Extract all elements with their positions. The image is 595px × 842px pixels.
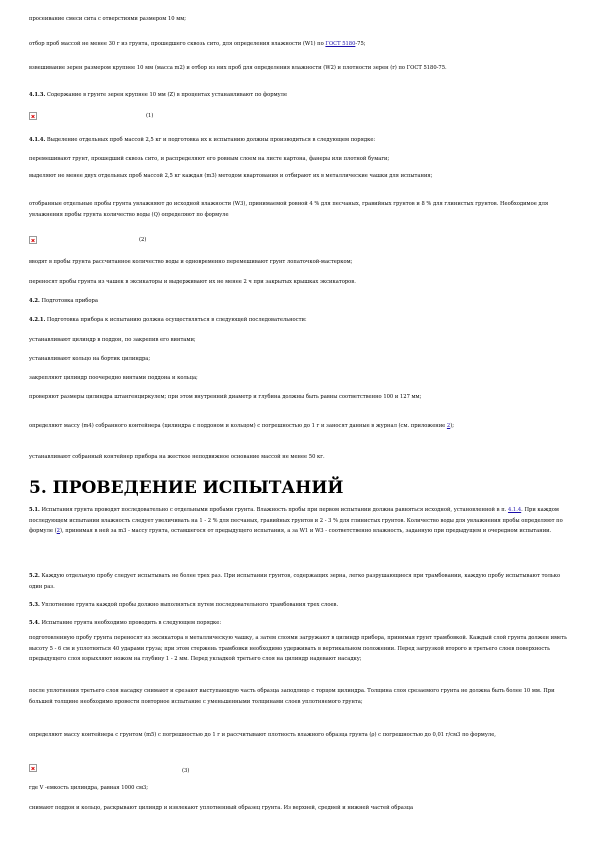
link-formula-2[interactable]: 2 (56, 528, 60, 534)
text-moisten-samples: отобранные отдельные пробы грунта увлажняют до исходной влажности (W3), принимаемой ровной 4 % для песчаных, гравийных грунтов и 8 % для глинистых грунтов. Необходимое для увлажнения пробы грунта количество воды (Q) определяют по формуле (29, 201, 549, 218)
formula-1-image-icon (29, 112, 37, 120)
text-cylinder-volume: где V -емкость цилиндра, равная 1000 см3; (29, 785, 149, 791)
text-fix-cylinder: закрепляют цилиндр поочередно винтами поддона и кольца; (29, 375, 198, 381)
clause-5-4: 5.4. Испытание грунта необходимо проводить в следующем порядке: (29, 620, 222, 626)
text-density: определяют массу контейнера с грунтом (m5) с погрешностью до 1 г и рассчитывают плотность влажного образца грунта (ρ) с погрешностью до 0,01 г/см3 по формуле, (29, 732, 496, 738)
text-mix-soil: перемешивают грунт, прошедший сквозь сито, и распределяют его ровным слоем на листе картона, фанеры или плотной бумаги; (29, 156, 390, 162)
text-weighing-grains: взвешивание зерен размером крупнее 10 мм (масса m2) и отбор из них проб для определения влажности (W2) и плотности зерен (r) по ГОСТ 5180-75. (29, 65, 447, 71)
text-container-mass: определяют массу (m4) собранного контейнера (цилиндра с поддоном и кольцом) с погрешностью до 1 г и заносят данные в журнал (см. приложение 2); (29, 423, 454, 429)
formula-3-number: (3) (182, 768, 190, 774)
clause-5-2: 5.2. Каждую отдельную пробу следует испытывать не более трех раз. При испытании грунтов, содержащих зерна, легко разрушающиеся при трамбовании, каждую пробу испытывают только один раз. (29, 573, 561, 590)
formula-3-image-icon (29, 764, 37, 772)
link-gost-5180[interactable]: ГОСТ 5180 (325, 41, 356, 47)
text-check-dimensions: проверяют размеры цилиндра штангенциркулем; при этом внутренний диаметр и глубина должны быть равны соответственно 100 и 127 мм; (29, 394, 422, 400)
text-sample-moisture: отбор проб массой не менее 30 г из грунта, прошедшего сквозь сито, для определения влажности (W1) по ГОСТ 5180-75; (29, 41, 366, 47)
text-install-ring: устанавливают кольцо на бортик цилиндра; (29, 356, 151, 362)
section-heading: 5. ПРОВЕДЕНИЕ ИСПЫТАНИЙ (29, 478, 344, 498)
link-clause-4-1-4[interactable]: 4.1.4 (507, 507, 522, 513)
text-select-samples: выделяют не менее двух отдельных проб массой 2,5 кг каждая (m3) методом квартования и отбирают их в металлические чашки для испытания; (29, 173, 433, 179)
formula-2-image-icon (29, 236, 37, 244)
link-appendix-2[interactable]: 2 (446, 423, 451, 429)
text-sieving: просеивание смеси сита с отверстиями размером 10 мм; (29, 16, 187, 22)
text-add-water: вводят в пробы грунта рассчитанное количество воды и одновременно перемешивают грунт лопаточкой-мастерком; (29, 259, 353, 265)
clause-4-1-4: 4.1.4. Выделение отдельных проб массой 2,5 кг и подготовка их к испытанию должны производиться в следующем порядке: (29, 137, 376, 143)
text-load-layers: подготовленную пробу грунта переносят из эксикатора в металлическую чашку, а затем слоями загружают в цилиндр прибора, принимая грунт трамбовкой. Каждый слой грунта должен иметь высоту 5 - 6 см и уплотняться 40 ударами груза; при этом стержень трамбовки необходимо удерживать в вертикальном положении. Перед загрузкой второго и третьего слоев поверхность предыдущего слоя взрыхляют ножом на глубину 1 - 2 мм. Перед укладкой третьего слоя на цилиндр надевают насадку; (29, 635, 567, 662)
clause-4-1-3: 4.1.3. Содержание в грунте зерен крупнее 10 мм (Z) в процентах устанавливают по формуле (29, 92, 288, 98)
text-remove-extension: после уплотнения третьего слоя насадку снимают и срезают выступающую часть образца заподлицо с торцом цилиндра. Толщина слоя срезаемого грунта не должна быть более 10 мм. При большей толщине необходимо провести повторное испытание с уменьшенными толщинами слоев уплотняемого грунта; (29, 688, 555, 705)
text-extract-sample: снимают поддон и кольцо, раскрывают цилиндр и извлекают уплотненный образец грунта. Из верхней, средней и нижней частей образца (29, 805, 414, 811)
text-install-container: устанавливают собранный контейнер прибора на жесткое неподвижное основание массой не менее 50 кг. (29, 454, 325, 460)
text-desiccator: переносят пробы грунта из чашек в эксикаторы и выдерживают их не менее 2 ч при закрытых крышках эксикаторов. (29, 279, 356, 285)
formula-1-number: (1) (146, 113, 154, 119)
clause-5-1: 5.1. Испытания грунта проводят последовательно с отдельными пробами грунта. Влажность пробы при первом испытании должна равняться исходной, установленной в п. 4.1.4. При каждом последующем испытании влажность следует увеличивать на 1 - 2 % для песчаных, гравийных грунтов и 2 - 3 % для глинистых грунтов. Количество воды для увлажнения пробы определяют по формуле (2), принимая в ней за m3 - массу грунта, оставшегося от предыдущего испытания, а за W1 и W3 - соответственно влажность, заданную при предыдущем и очередном испытании. (29, 507, 563, 534)
clause-4-2-1: 4.2.1. Подготовка прибора к испытанию должна осуществляться в следующей последовательности: (29, 317, 307, 323)
text-install-cylinder: устанавливают цилиндр в поддон, по закрепив его винтами; (29, 337, 196, 343)
clause-4-2: 4.2. Подготовка прибора (29, 298, 98, 304)
clause-5-3: 5.3. Уплотнение грунта каждой пробы должно выполняться путем последовательного трамбования трех слоев. (29, 602, 339, 608)
formula-2-number: (2) (139, 237, 147, 243)
